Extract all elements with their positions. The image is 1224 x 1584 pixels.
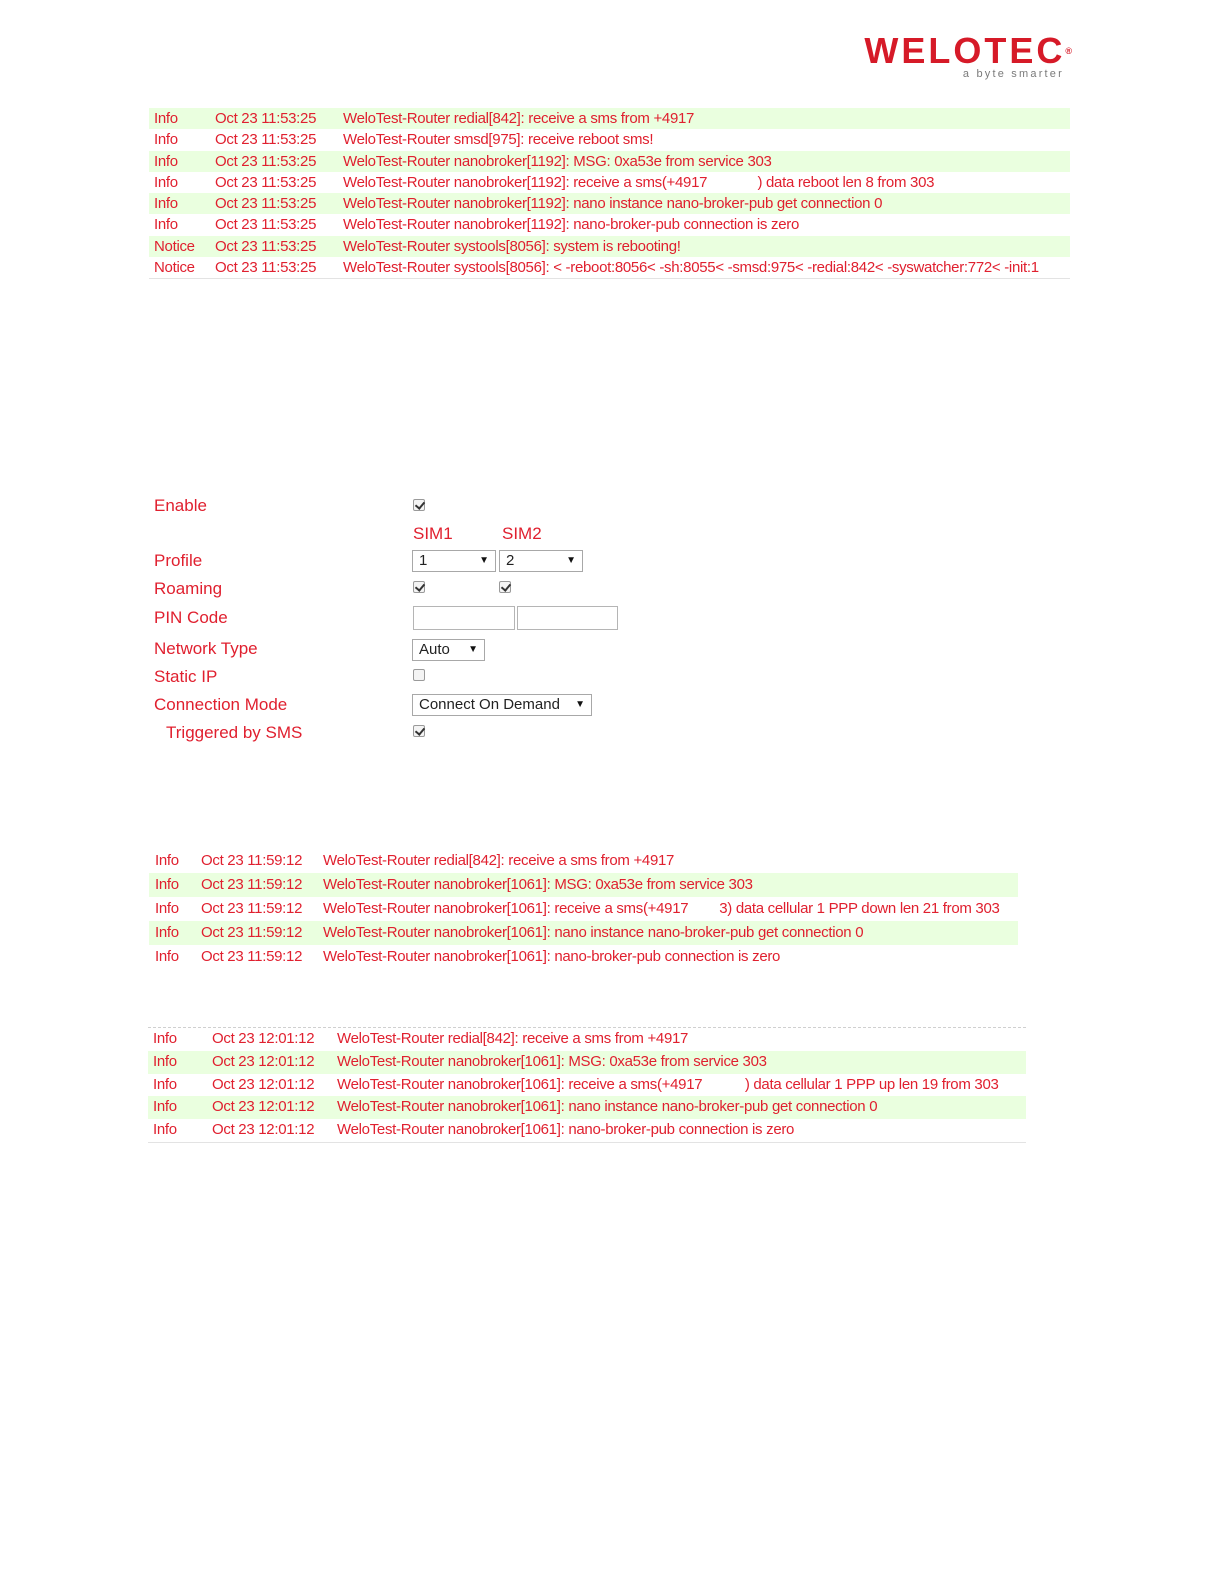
system-log-reboot bbox=[149, 108, 1070, 279]
log-level: Info bbox=[155, 948, 179, 965]
log-row bbox=[149, 108, 1070, 129]
log-level: Info bbox=[153, 1052, 177, 1070]
log-time: Oct 23 11:53:25 bbox=[215, 131, 317, 149]
log-time: Oct 23 12:01:12 bbox=[212, 1030, 315, 1047]
log-level: Info bbox=[155, 852, 179, 869]
log-time: Oct 23 11:59:12 bbox=[201, 876, 303, 893]
log-row bbox=[149, 236, 1070, 257]
static-ip-checkbox[interactable] bbox=[413, 669, 425, 681]
log-level: Info bbox=[154, 110, 178, 127]
log-level: Info bbox=[153, 1098, 177, 1116]
log-message: WeloTest-Router nanobroker[1061]: MSG: 0xa53e from service 303 bbox=[323, 876, 753, 893]
profile-sim2-select[interactable] bbox=[499, 550, 583, 572]
log-time: Oct 23 12:01:12 bbox=[212, 1052, 315, 1070]
registered-mark: ® bbox=[1065, 46, 1072, 56]
pin-code-sim2-input[interactable] bbox=[517, 606, 618, 630]
logo-wordmark: WELOTEC bbox=[864, 30, 1066, 71]
log-message: WeloTest-Router systools[8056]: system is rebooting! bbox=[343, 237, 681, 255]
enable-label: Enable bbox=[154, 496, 207, 515]
logo-tagline: a byte smarter bbox=[962, 68, 1064, 80]
log-time: Oct 23 11:53:25 bbox=[215, 237, 317, 255]
log-level: Info bbox=[154, 195, 178, 213]
roaming-sim1-checkbox[interactable] bbox=[413, 581, 425, 593]
log-message: WeloTest-Router nanobroker[1192]: receive a sms(+4917 ) data reboot len 8 from 303 bbox=[343, 173, 935, 191]
log-message: WeloTest-Router systools[8056]: < -reboot:8056< -sh:8055< -smsd:975< -redial:842< -syswatcher:772< -init:1 bbox=[343, 259, 1039, 277]
log-level: Info bbox=[155, 876, 179, 893]
profile-sim1-value: 1 bbox=[419, 552, 428, 569]
log-level: Info bbox=[155, 900, 179, 917]
log-time: Oct 23 12:01:12 bbox=[212, 1075, 315, 1093]
log-row bbox=[149, 921, 1018, 945]
log-message: WeloTest-Router nanobroker[1192]: nano instance nano-broker-pub get connection 0 bbox=[343, 195, 883, 213]
log-time: Oct 23 11:59:12 bbox=[201, 948, 303, 965]
chevron-down-icon: ▼ bbox=[479, 555, 489, 566]
network-type-label: Network Type bbox=[154, 639, 258, 658]
roaming-label: Roaming bbox=[154, 579, 223, 598]
log-level: Notice bbox=[154, 237, 195, 255]
sim1-header: SIM1 bbox=[413, 524, 453, 543]
network-type-value: Auto bbox=[419, 641, 450, 658]
log-time: Oct 23 12:01:12 bbox=[212, 1121, 315, 1139]
log-row bbox=[148, 1119, 1026, 1142]
pin-code-sim1-input[interactable] bbox=[413, 606, 515, 630]
log-row bbox=[148, 1051, 1026, 1074]
log-level: Notice bbox=[154, 259, 195, 277]
log-message: WeloTest-Router nanobroker[1061]: nano instance nano-broker-pub get connection 0 bbox=[323, 924, 864, 941]
log-level: Info bbox=[154, 131, 178, 149]
chevron-down-icon: ▼ bbox=[575, 699, 585, 710]
log-level: Info bbox=[154, 152, 178, 170]
log-row bbox=[149, 945, 1018, 969]
log-message: WeloTest-Router smsd[975]: receive reboot sms! bbox=[343, 131, 654, 149]
connection-mode-value: Connect On Demand bbox=[419, 696, 560, 713]
log-row bbox=[148, 1074, 1026, 1097]
pin-code-label: PIN Code bbox=[154, 608, 228, 627]
log-level: Info bbox=[154, 216, 178, 234]
chevron-down-icon: ▼ bbox=[468, 644, 478, 655]
triggered-by-sms-label: Triggered by SMS bbox=[166, 723, 303, 742]
log-row bbox=[148, 1028, 1026, 1051]
log-row bbox=[149, 129, 1070, 150]
chevron-down-icon: ▼ bbox=[566, 555, 576, 566]
log-message: WeloTest-Router nanobroker[1061]: nano-broker-pub connection is zero bbox=[323, 948, 781, 965]
log-time: Oct 23 11:59:12 bbox=[201, 900, 303, 917]
log-time: Oct 23 11:53:25 bbox=[215, 259, 317, 277]
log-row bbox=[149, 172, 1070, 193]
profile-sim2-value: 2 bbox=[506, 552, 515, 569]
system-log-ppp-up bbox=[148, 1027, 1026, 1143]
log-level: Info bbox=[153, 1075, 177, 1093]
log-message: WeloTest-Router nanobroker[1061]: receive a sms(+4917 ) data cellular 1 PPP up len 19 from 303 bbox=[337, 1075, 999, 1093]
log-time: Oct 23 11:53:25 bbox=[215, 216, 317, 234]
log-level: Info bbox=[153, 1030, 177, 1047]
log-message: WeloTest-Router redial[842]: receive a sms from +4917 bbox=[323, 852, 675, 869]
log-row bbox=[149, 873, 1018, 897]
log-time: Oct 23 11:53:25 bbox=[215, 173, 317, 191]
enable-checkbox[interactable] bbox=[413, 499, 425, 511]
network-type-select[interactable] bbox=[412, 639, 485, 661]
log-row bbox=[149, 151, 1070, 172]
log-row bbox=[149, 849, 1018, 873]
log-level: Info bbox=[153, 1121, 177, 1139]
profile-label: Profile bbox=[154, 551, 203, 570]
log-row bbox=[148, 1096, 1026, 1119]
log-message: WeloTest-Router redial[842]: receive a sms from +4917 bbox=[343, 110, 695, 127]
log-message: WeloTest-Router redial[842]: receive a sms from +4917 bbox=[337, 1030, 689, 1047]
log-row bbox=[149, 214, 1070, 235]
log-row bbox=[149, 257, 1070, 278]
log-time: Oct 23 11:53:25 bbox=[215, 195, 317, 213]
log-message: WeloTest-Router nanobroker[1061]: nano instance nano-broker-pub get connection 0 bbox=[337, 1098, 878, 1116]
log-message: WeloTest-Router nanobroker[1192]: nano-broker-pub connection is zero bbox=[343, 216, 799, 234]
log-time: Oct 23 12:01:12 bbox=[212, 1098, 315, 1116]
log-row bbox=[149, 897, 1018, 921]
profile-sim1-select[interactable] bbox=[412, 550, 496, 572]
log-row bbox=[149, 193, 1070, 214]
log-message: WeloTest-Router nanobroker[1192]: MSG: 0xa53e from service 303 bbox=[343, 152, 772, 170]
system-log-ppp-down bbox=[149, 849, 1018, 969]
triggered-by-sms-checkbox[interactable] bbox=[413, 725, 425, 737]
log-level: Info bbox=[154, 173, 178, 191]
log-level: Info bbox=[155, 924, 179, 941]
log-message: WeloTest-Router nanobroker[1061]: nano-broker-pub connection is zero bbox=[337, 1121, 795, 1139]
roaming-sim2-checkbox[interactable] bbox=[499, 581, 511, 593]
log-message: WeloTest-Router nanobroker[1061]: MSG: 0xa53e from service 303 bbox=[337, 1052, 767, 1070]
log-time: Oct 23 11:59:12 bbox=[201, 924, 303, 941]
connection-mode-label: Connection Mode bbox=[154, 695, 288, 714]
sim2-header: SIM2 bbox=[502, 524, 542, 543]
log-time: Oct 23 11:59:12 bbox=[201, 852, 303, 869]
welotec-logo bbox=[832, 32, 1072, 84]
log-time: Oct 23 11:53:25 bbox=[215, 152, 317, 170]
log-message: WeloTest-Router nanobroker[1061]: receive a sms(+4917 3) data cellular 1 PPP down len 21 from 303 bbox=[323, 900, 1000, 917]
connection-mode-select[interactable] bbox=[412, 694, 592, 716]
log-time: Oct 23 11:53:25 bbox=[215, 110, 317, 127]
static-ip-label: Static IP bbox=[154, 667, 218, 686]
